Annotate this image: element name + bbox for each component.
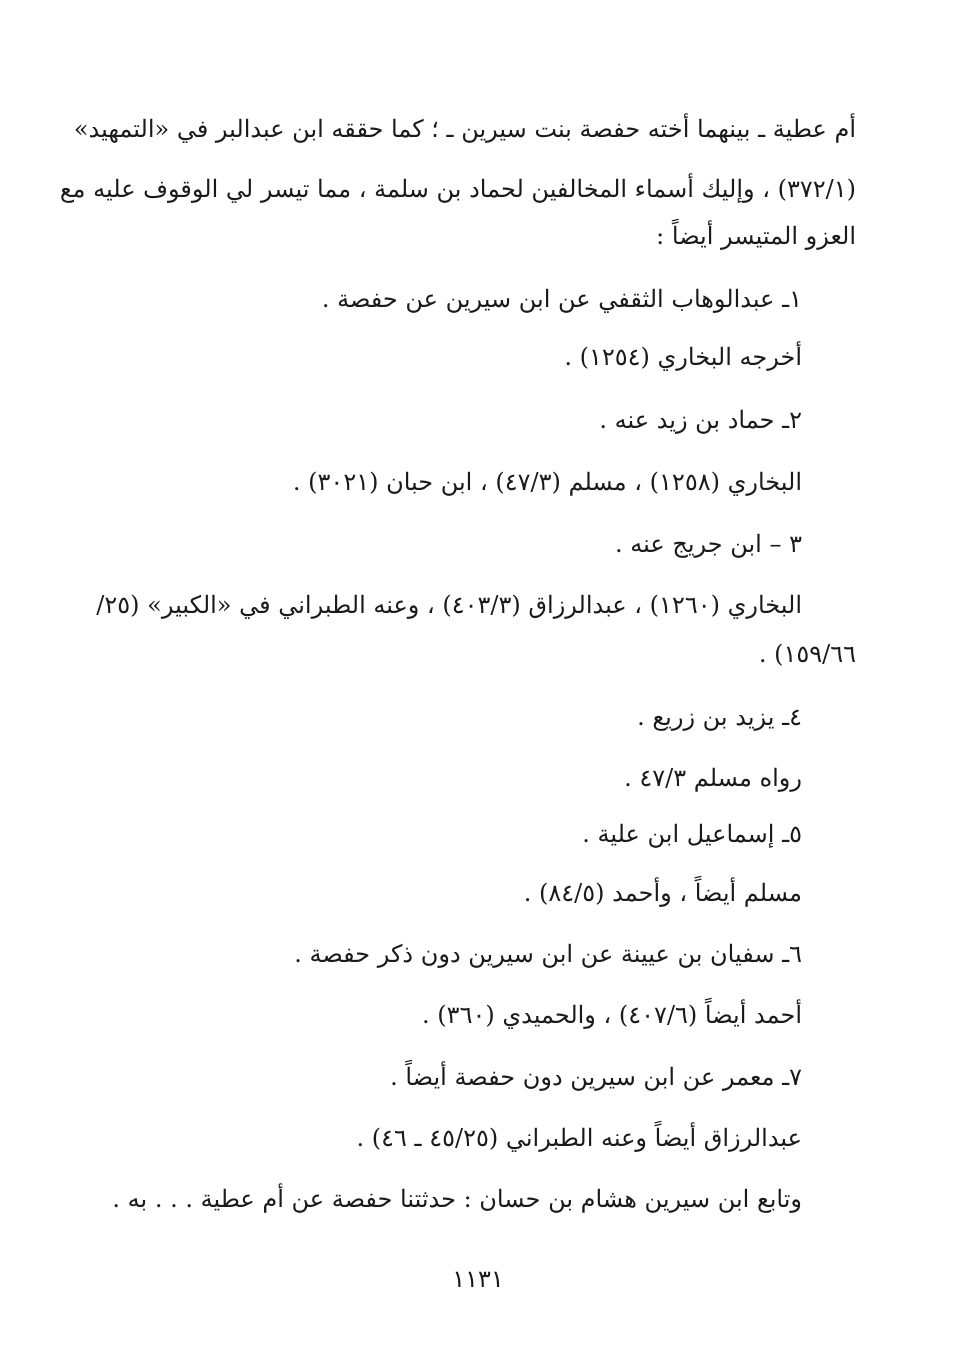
entry-7-heading: ٧ـ معمر عن ابن سيرين دون حفصة أيضاً . — [390, 1063, 802, 1091]
entry-2-heading: ٢ـ حماد بن زيد عنه . — [599, 406, 802, 434]
entry-3-heading: ٣ – ابن جريج عنه . — [615, 530, 802, 558]
entry-3-source-line-1: البخاري (١٢٦٠) ، عبدالرزاق (٤٠٣/٣) ، وعنه الطبراني في «الكبير» (٢٥/ — [96, 591, 802, 619]
entry-5-heading: ٥ـ إسماعيل ابن علية . — [582, 820, 802, 848]
entry-4-heading: ٤ـ يزيد بن زريع . — [637, 703, 802, 731]
entry-1-heading: ١ـ عبدالوهاب الثقفي عن ابن سيرين عن حفصة . — [321, 285, 802, 313]
page-number: ١١٣١ — [452, 1265, 504, 1293]
closing-line: وتابع ابن سيرين هشام بن حسان : حدثتنا حفصة عن أم عطية . . . به . — [112, 1185, 802, 1213]
entry-3-source-line-2: ١٥٩/٦٦) . — [758, 640, 856, 668]
entry-4-source: رواه مسلم ٤٧/٣ . — [624, 764, 802, 792]
intro-line-3: العزو المتيسر أيضاً : — [656, 222, 856, 250]
entry-6-heading: ٦ـ سفيان بن عيينة عن ابن سيرين دون ذكر حفصة . — [294, 940, 802, 968]
entry-6-source: أحمد أيضاً (٤٠٧/٦) ، والحميدي (٣٦٠) . — [422, 1001, 802, 1029]
entry-2-source: البخاري (١٢٥٨) ، مسلم (٤٧/٣) ، ابن حبان (٣٠٢١) . — [292, 468, 802, 496]
intro-line-2: (٣٧٢/١) ، وإليك أسماء المخالفين لحماد بن سلمة ، مما تيسر لي الوقوف عليه مع — [59, 175, 856, 203]
entry-5-source: مسلم أيضاً ، وأحمد (٨٤/٥) . — [523, 879, 802, 907]
entry-7-source: عبدالرزاق أيضاً وعنه الطبراني (٤٥/٢٥ ـ ٤٦) . — [356, 1124, 802, 1152]
intro-line-1: أم عطية ـ بينهما أخته حفصة بنت سيرين ـ ؛ كما حققه ابن عبدالبر في «التمهيد» — [73, 115, 856, 143]
entry-1-source: أخرجه البخاري (١٢٥٤) . — [564, 343, 802, 371]
